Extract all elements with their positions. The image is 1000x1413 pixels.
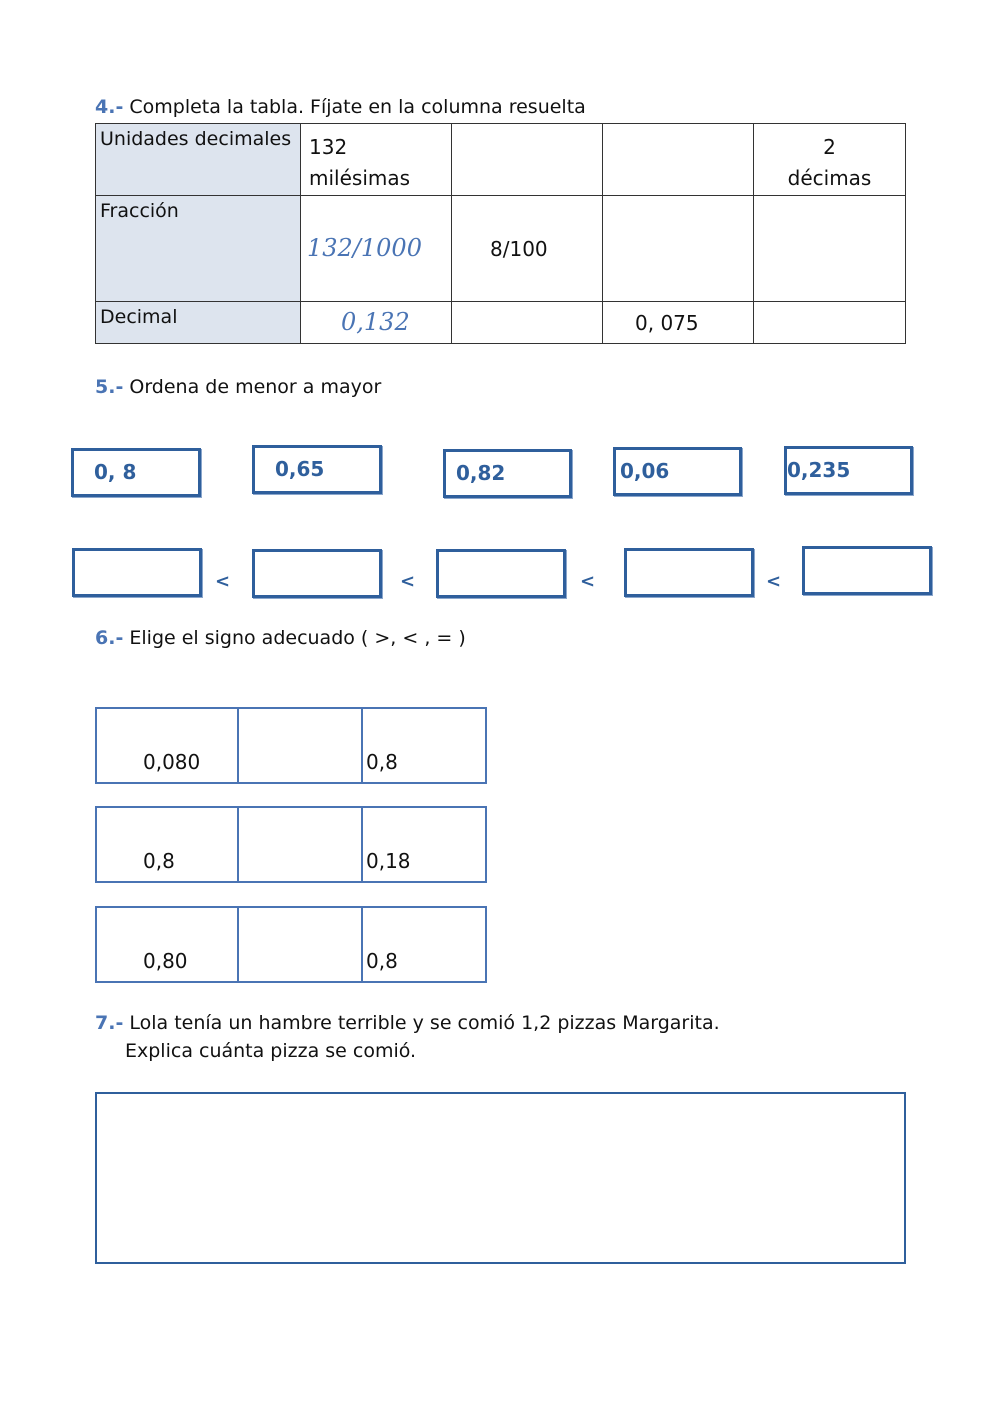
fraction-value-1: 132/1000 — [307, 234, 422, 262]
ex5-heading — [95, 376, 381, 398]
order-slot-2[interactable] — [252, 549, 382, 598]
ex7-line1: Lola tenía un hambre terrible y se comió 1,2 pizzas Margarita. — [129, 1012, 720, 1034]
ex7-number: 7.- — [95, 1012, 124, 1034]
compare-right-2: 0,18 — [366, 849, 411, 873]
less-than-3: < — [580, 571, 596, 592]
units-value-4: 2 décimas — [787, 135, 872, 190]
sign-slot-2[interactable] — [239, 808, 363, 881]
decimal-table — [95, 123, 906, 344]
value-box-5[interactable]: 0,235 — [784, 446, 913, 495]
ex4-heading — [95, 96, 586, 118]
ex5-instruction: Ordena de menor a mayor — [129, 376, 382, 398]
ex6-heading — [95, 627, 466, 649]
row-label-decimal: Decimal — [96, 302, 301, 344]
units-cell-3[interactable] — [603, 124, 754, 196]
compare-row-3 — [95, 906, 487, 983]
compare-row-1 — [95, 707, 487, 784]
compare-row-2 — [95, 806, 487, 883]
decimal-value-1: 0,132 — [341, 308, 410, 336]
decimal-cell-2[interactable] — [452, 302, 603, 344]
ex7-heading — [95, 1012, 720, 1034]
decimal-cell-1[interactable] — [301, 302, 452, 344]
fraction-cell-1[interactable] — [301, 196, 452, 302]
order-slot-5[interactable] — [802, 546, 932, 595]
sign-slot-1[interactable] — [239, 709, 363, 782]
value-box-1[interactable]: 0, 8 — [71, 448, 201, 497]
row-label-units: Unidades decimales — [96, 124, 301, 196]
value-box-3[interactable]: 0,82 — [443, 449, 572, 498]
units-cell-4[interactable] — [754, 124, 906, 196]
ex7-line2: Explica cuánta pizza se comió. — [125, 1040, 417, 1062]
compare-left-3: 0,80 — [143, 949, 188, 973]
order-slot-3[interactable] — [436, 549, 566, 598]
sign-slot-3[interactable] — [239, 908, 363, 981]
compare-left-2: 0,8 — [143, 849, 175, 873]
row-label-fraction: Fracción — [96, 196, 301, 302]
value-box-2[interactable]: 0,65 — [252, 445, 382, 494]
fraction-cell-4[interactable] — [754, 196, 906, 302]
compare-right-3: 0,8 — [366, 949, 398, 973]
ex4-number: 4.- — [95, 96, 124, 118]
units-value-1: 132 milésimas — [309, 135, 411, 190]
order-slot-4[interactable] — [624, 548, 754, 597]
compare-right-1: 0,8 — [366, 750, 398, 774]
less-than-2: < — [400, 571, 416, 592]
ex6-number: 6.- — [95, 627, 124, 649]
fraction-cell-3[interactable] — [603, 196, 754, 302]
decimal-value-3: 0, 075 — [635, 311, 699, 335]
ex4-instruction: Completa la tabla. Fíjate en la columna resuelta — [129, 96, 586, 118]
decimal-cell-4[interactable] — [754, 302, 906, 344]
decimal-cell-3[interactable] — [603, 302, 754, 344]
answer-box[interactable] — [95, 1092, 906, 1264]
ex5-number: 5.- — [95, 376, 124, 398]
units-cell-2[interactable] — [452, 124, 603, 196]
less-than-1: < — [215, 571, 231, 592]
fraction-cell-2[interactable] — [452, 196, 603, 302]
units-cell-1[interactable] — [301, 124, 452, 196]
fraction-value-2: 8/100 — [490, 237, 548, 261]
ex6-instruction: Elige el signo adecuado ( >, < , = ) — [129, 627, 466, 649]
less-than-4: < — [766, 571, 782, 592]
value-box-4[interactable]: 0,06 — [613, 447, 742, 496]
order-slot-1[interactable] — [72, 548, 202, 597]
compare-left-1: 0,080 — [143, 750, 201, 774]
